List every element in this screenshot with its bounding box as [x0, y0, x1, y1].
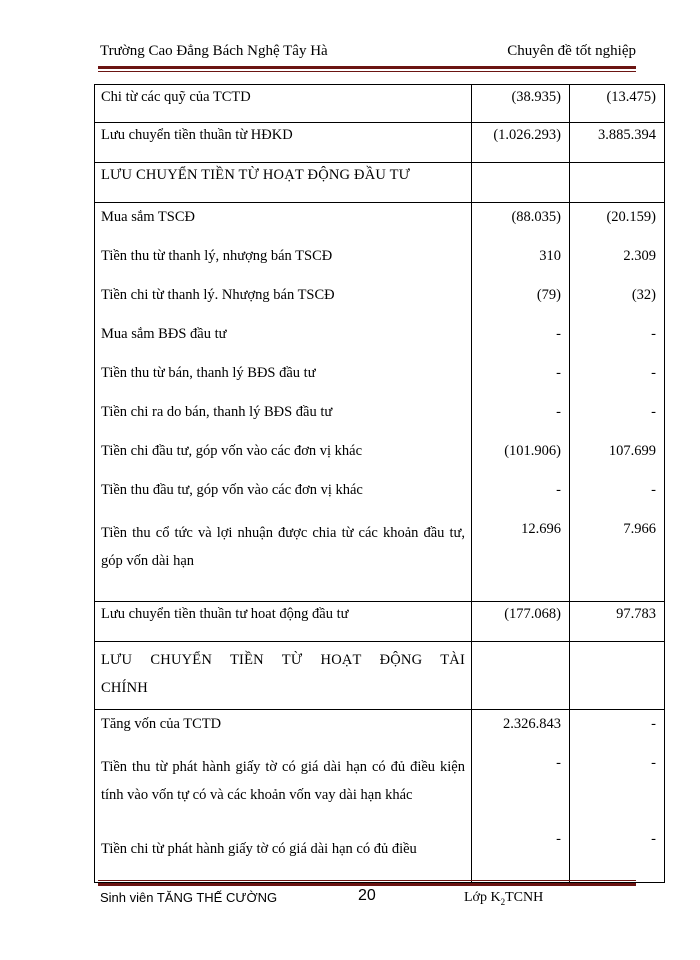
financing-labels	[95, 710, 472, 883]
row-label: Tăng vốn của TCTD	[101, 716, 222, 732]
value-previous: -	[651, 404, 656, 420]
investing-labels	[95, 203, 472, 602]
page-footer	[100, 888, 640, 910]
student-name: Sinh viên TĂNG THẾ CƯỜNG	[100, 890, 278, 905]
row-label: Tiền chi từ thanh lý. Nhượng bán TSCĐ	[101, 287, 335, 303]
value-current: (38.935)	[472, 85, 570, 123]
section-heading-financing: LƯU CHUYỂN TIỀN TỪ HOẠT ĐỘNG TÀI CHÍNH	[95, 642, 472, 710]
section-heading-investing: LƯU CHUYỂN TIỀN TỪ HOẠT ĐỘNG ĐẦU TƯ	[95, 163, 472, 203]
row-label: Mua sắm TSCĐ	[101, 209, 195, 225]
row-label: Tiền thu từ thanh lý, nhượng bán TSCĐ	[101, 248, 333, 264]
row-label: Tiền chi đầu tư, góp vốn vào các đơn vị khác	[101, 443, 363, 459]
row-label: Tiền thu từ phát hành giấy tờ có giá dài hạn có đủ điều kiện tính vào vốn tự có và các khoản vốn vay dài hạn khác	[101, 759, 465, 803]
financing-block	[95, 710, 665, 883]
class-suffix: TCNH	[505, 890, 544, 905]
table-row	[95, 123, 665, 163]
investing-block	[95, 203, 665, 602]
section-heading-row	[95, 163, 665, 203]
row-label: Lưu chuyển tiền thuần từ HĐKD	[95, 123, 472, 163]
value-current: -	[556, 326, 561, 342]
footer-rule-thin	[98, 880, 636, 881]
value-current: (88.035)	[511, 209, 561, 225]
row-label: Tiền thu từ bán, thanh lý BĐS đầu tư	[101, 365, 316, 381]
empty-cell	[472, 642, 570, 710]
financing-values-previous	[570, 710, 665, 883]
school-name: Trường Cao Đẳng Bách Nghệ Tây Hà	[100, 43, 328, 59]
value-current: -	[556, 482, 561, 498]
table-row	[95, 85, 665, 123]
value-previous: -	[651, 482, 656, 498]
class-prefix: Lớp K	[464, 890, 501, 905]
investing-values-previous	[570, 203, 665, 602]
value-previous: (13.475)	[570, 85, 665, 123]
cash-flow-table	[94, 84, 665, 883]
value-previous: 107.699	[608, 443, 656, 459]
value-current: 2.326.843	[503, 716, 561, 732]
table-row	[95, 602, 665, 642]
section-heading-row	[95, 642, 665, 710]
value-current: (1.026.293)	[472, 123, 570, 163]
value-previous: 2.309	[623, 248, 656, 264]
value-previous: -	[651, 326, 656, 342]
page-number: 20	[358, 887, 376, 904]
value-previous: -	[651, 716, 656, 732]
empty-cell	[570, 642, 665, 710]
value-current: (177.068)	[472, 602, 570, 642]
row-label: Tiền thu đầu tư, góp vốn vào các đơn vị khác	[101, 482, 363, 498]
row-label: Tiền chi từ phát hành giấy tờ có giá dài hạn có đủ điều	[101, 841, 417, 857]
value-previous: 97.783	[570, 602, 665, 642]
row-label: Tiền thu cổ tức và lợi nhuận được chia từ các khoản đầu tư, góp vốn dài hạn	[101, 525, 465, 569]
value-previous: (32)	[631, 287, 656, 303]
value-previous: 3.885.394	[570, 123, 665, 163]
value-previous: 7.966	[623, 521, 656, 537]
row-label: Chi từ các quỹ của TCTD	[95, 85, 472, 123]
value-previous: -	[651, 755, 656, 771]
header-rule-thin	[98, 71, 636, 72]
value-current: 310	[539, 248, 561, 264]
value-current: (79)	[536, 287, 561, 303]
value-current: -	[556, 365, 561, 381]
value-current: 12.696	[521, 521, 561, 537]
document-topic: Chuyên đề tốt nghiệp	[507, 43, 636, 59]
empty-cell	[472, 163, 570, 203]
row-label: Mua sắm BĐS đầu tư	[101, 326, 227, 342]
header-rule-thick	[98, 66, 636, 69]
value-previous: (20.159)	[606, 209, 656, 225]
footer-rule-thick	[98, 883, 636, 886]
row-label: Tiền chi ra do bán, thanh lý BĐS đầu tư	[101, 404, 333, 420]
value-current: (101.906)	[504, 443, 561, 459]
row-label: Lưu chuyển tiền thuần tư hoat động đầu tư	[95, 602, 472, 642]
value-previous: -	[651, 831, 656, 847]
class-name	[464, 890, 543, 907]
empty-cell	[570, 163, 665, 203]
value-previous: -	[651, 365, 656, 381]
value-current: -	[556, 755, 561, 771]
class-subscript: 2	[500, 896, 506, 907]
value-current: -	[556, 831, 561, 847]
page-header	[100, 43, 636, 63]
investing-values-current	[472, 203, 570, 602]
value-current: -	[556, 404, 561, 420]
financing-values-current	[472, 710, 570, 883]
